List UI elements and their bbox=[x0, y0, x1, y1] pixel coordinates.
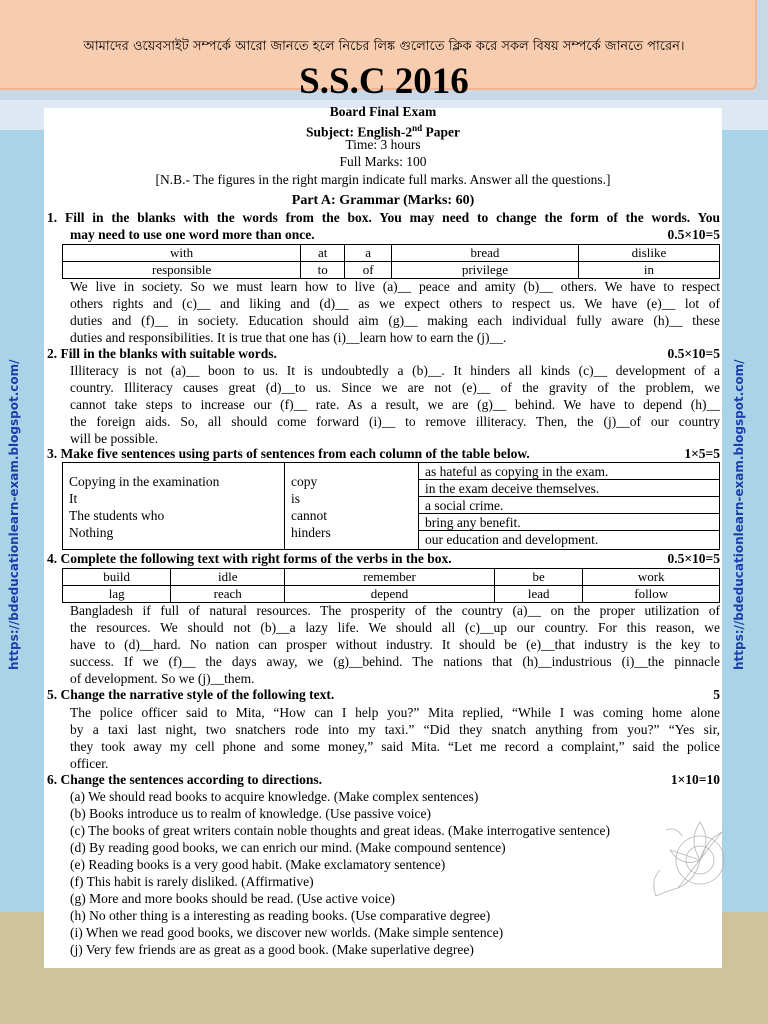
q4-verb-box bbox=[62, 568, 720, 603]
table-row bbox=[63, 586, 720, 603]
q3-column-3 bbox=[419, 463, 719, 548]
banner-text[interactable]: আমাদের ওয়েবসাইট সম্পর্কে আরো জানতে হলে নিচের লিঙ্ক গুলোতে ক্লিক করে সকল বিষয় সম্পর্কে জানতে পারেন। bbox=[83, 39, 685, 54]
passage-line: country. Illiteracy causes great (d)__to us. Since we are not (e)__ of the gravity of the problem, we bbox=[70, 380, 720, 395]
table-row bbox=[63, 569, 720, 586]
list-item: (d) By reading good books, we can enrich our mind. (Make compound sentence) bbox=[70, 840, 506, 855]
list-item: (f) This habit is rarely disliked. (Affirmative) bbox=[70, 874, 314, 889]
exam-title: S.S.C 2016 bbox=[299, 61, 469, 102]
verb-cell: depend bbox=[285, 586, 495, 603]
q5-passage bbox=[70, 704, 720, 772]
q2-heading: 2. Fill in the blanks with suitable words. bbox=[47, 346, 277, 361]
passage-line: Illiteracy is not (a)__ boon to us. It is undoubtedly a (b)__. It hinders all kinds (c)__ development of a bbox=[70, 363, 720, 378]
q4-marks: 0.5×10=5 bbox=[667, 551, 720, 566]
table-cell: copy bbox=[291, 474, 318, 489]
passage-line: of development. So we (j)__them. bbox=[70, 671, 255, 686]
q6-heading: 6. Change the sentences according to directions. bbox=[47, 772, 322, 787]
verb-cell: lag bbox=[63, 586, 171, 603]
q1-heading-line1: 1. Fill in the blanks with the words from the box. You may need to change the form of the words. You bbox=[47, 210, 720, 225]
list-item: (g) More and more books should be read. (Use active voice) bbox=[70, 891, 396, 906]
q2-marks: 0.5×10=5 bbox=[667, 346, 720, 361]
table-row bbox=[63, 245, 720, 262]
passage-line: The police officer said to Mita, “How can I help you?” Mita replied, “While I was coming home alone bbox=[70, 705, 720, 720]
table-cell: cannot bbox=[291, 508, 327, 523]
word-cell: to bbox=[301, 262, 345, 279]
verb-cell: follow bbox=[583, 586, 720, 603]
q5-heading: 5. Change the narrative style of the following text. bbox=[47, 687, 335, 702]
q6-items bbox=[70, 788, 720, 958]
q3-marks: 1×5=5 bbox=[684, 446, 720, 461]
verb-cell: reach bbox=[171, 586, 285, 603]
instructions-note: [N.B.- The figures in the right margin indicate full marks. Answer all the questions.] bbox=[155, 172, 611, 187]
full-marks-line: Full Marks: 100 bbox=[339, 154, 427, 169]
left-side-link[interactable]: https://bdeducationlearn-exam.blogspot.com/ bbox=[7, 359, 21, 670]
table-cell: a social crime. bbox=[419, 497, 719, 514]
verb-cell: lead bbox=[494, 586, 583, 603]
word-cell: of bbox=[345, 262, 392, 279]
verb-cell: work bbox=[583, 569, 720, 586]
table-cell: Nothing bbox=[69, 525, 114, 540]
verb-cell: idle bbox=[171, 569, 285, 586]
list-item: (i) When we read good books, we discover new worlds. (Make simple sentence) bbox=[70, 925, 504, 940]
passage-line: by a taxi last night, two snatchers rode into my taxi.” “Did they snatch anything from you?” “Yes sir, bbox=[70, 722, 720, 737]
verb-cell: build bbox=[63, 569, 171, 586]
list-item: (c) The books of great writers contain noble thoughts and great ideas. (Make interrogative sentence) bbox=[70, 823, 610, 838]
q1-marks: 0.5×10=5 bbox=[667, 227, 720, 242]
table-row bbox=[63, 262, 720, 279]
q3-sentence-table bbox=[62, 462, 720, 550]
exam-name: Board Final Exam bbox=[329, 104, 437, 119]
passage-line: others rights and (c)__ and liking and (d)__ as we expect others to respect us. We have (e)__ lot of bbox=[70, 296, 720, 311]
passage-line: have to (d)__hard. No nation can prosper without industry. It should be (e)__that industry is the key to bbox=[70, 637, 720, 652]
word-cell: in bbox=[578, 262, 719, 279]
word-cell: with bbox=[63, 245, 301, 262]
passage-line: We live in society. So we must learn how to live (a)__ peace and amity (b)__ others. We have to respect bbox=[70, 279, 720, 294]
table-cell: as hateful as copying in the exam. bbox=[419, 463, 719, 480]
passage-line: Bangladesh if full of natural resources. The prosperity of the country (a)__ on the proper utilization of bbox=[70, 603, 720, 618]
passage-line: duties and responsibilities. It is true that one has (i)__learn how to earn the (j)__. bbox=[70, 330, 507, 345]
mandala-ornament-icon bbox=[630, 800, 725, 910]
word-cell: dislike bbox=[578, 245, 719, 262]
q4-heading: 4. Complete the following text with right forms of the verbs in the box. bbox=[47, 551, 452, 566]
word-cell: privilege bbox=[392, 262, 579, 279]
table-cell: our education and development. bbox=[425, 532, 599, 547]
q1-word-box bbox=[62, 244, 720, 279]
table-cell: in the exam deceive themselves. bbox=[419, 480, 719, 497]
list-item: (a) We should read books to acquire knowledge. (Make complex sentences) bbox=[70, 789, 479, 804]
subject-line: Subject: English-2nd Paper bbox=[305, 123, 461, 140]
word-cell: a bbox=[345, 245, 392, 262]
table-cell: hinders bbox=[291, 525, 331, 540]
word-cell: bread bbox=[392, 245, 579, 262]
passage-line: the resources. We should not (b)__a lazy life. We should all (c)__up our country. For this reason, we bbox=[70, 620, 720, 635]
passage-line: the foreign aids. So, all should come forward (i)__ to remove illiteracy. Then, the (j)__of our country bbox=[70, 414, 720, 429]
q3-heading: 3. Make five sentences using parts of sentences from each column of the table below. bbox=[47, 446, 530, 461]
list-item: (e) Reading books is a very good habit. (Make exclamatory sentence) bbox=[70, 857, 446, 872]
table-cell: bring any benefit. bbox=[419, 514, 719, 531]
q1-passage bbox=[70, 278, 720, 346]
passage-line: success. If we (f)__ the days away, we (g)__behind. The nations that (h)__industrious (i)__the pinnacle bbox=[70, 654, 720, 669]
list-item: (j) Very few friends are as great as a good book. (Make superlative degree) bbox=[70, 942, 474, 957]
passage-line: cannot take steps to increase our (f)__ rate. As a result, we are (g)__ behind. We have to depend (h)__ bbox=[70, 397, 720, 412]
table-cell: Copying in the examination bbox=[69, 474, 220, 489]
q3-column-2 bbox=[285, 463, 419, 549]
time-line: Time: 3 hours bbox=[345, 137, 421, 152]
verb-cell: remember bbox=[285, 569, 495, 586]
q3-column-1 bbox=[63, 463, 285, 549]
word-cell: at bbox=[301, 245, 345, 262]
q2-passage bbox=[70, 362, 720, 447]
list-item: (h) No other thing is a interesting as reading books. (Use comparative degree) bbox=[70, 908, 491, 923]
part-a-heading: Part A: Grammar (Marks: 60) bbox=[291, 193, 475, 208]
list-item: (b) Books introduce us to realm of knowledge. (Use passive voice) bbox=[70, 806, 432, 821]
passage-line: duties and (f)__ in society. Education should aim (g)__ making each individual fully aware (h)__ these bbox=[70, 313, 720, 328]
q1-heading-line2: may need to use one word more than once. bbox=[70, 227, 315, 242]
q5-marks: 5 bbox=[713, 687, 720, 702]
table-cell: It bbox=[69, 491, 78, 506]
right-side-link[interactable]: https://bdeducationlearn-exam.blogspot.com/ bbox=[732, 359, 746, 670]
q6-marks: 1×10=10 bbox=[670, 772, 720, 787]
table-cell: is bbox=[291, 491, 301, 506]
passage-line: officer. bbox=[70, 756, 109, 771]
passage-line: will be possible. bbox=[70, 431, 159, 446]
verb-cell: be bbox=[494, 569, 583, 586]
word-cell: responsible bbox=[63, 262, 301, 279]
q4-passage bbox=[70, 602, 720, 687]
passage-line: they took away my cell phone and some money,” said Mita. “Let me record a complaint,” said the police bbox=[70, 739, 720, 754]
table-cell: The students who bbox=[69, 508, 165, 523]
